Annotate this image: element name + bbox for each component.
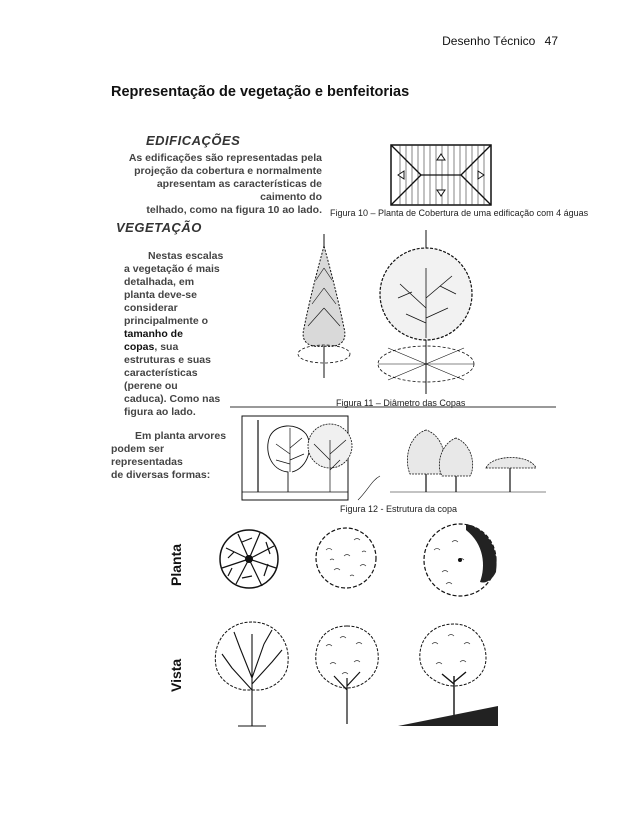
edificacoes-line: telhado, como na figura 10 ao lado.	[146, 204, 322, 216]
vegetacao-bold-line: tamanho de	[124, 328, 183, 340]
tree-plan-shaded	[420, 520, 500, 600]
fig10-caption: Figura 10 – Planta de Cobertura de uma edificação com 4 águas	[330, 208, 589, 218]
edificacoes-heading: EDIFICAÇÕES	[146, 133, 241, 148]
vegetacao-line-mixed	[124, 341, 234, 354]
em-planta-text	[111, 430, 231, 482]
em-planta-line: Em planta arvores	[135, 430, 227, 442]
header-text: Desenho Técnico	[442, 34, 536, 48]
vegetacao-line: detalhada, em	[124, 276, 195, 288]
edificacoes-line: As edificações são representadas pela	[128, 152, 322, 164]
roof-plan-figure	[390, 144, 492, 206]
fig12-caption: Figura 12 - Estrutura da copa	[340, 504, 458, 514]
edificacoes-line: projeção da cobertura e normalmente	[134, 165, 322, 177]
vegetacao-line: considerar	[124, 302, 178, 314]
vegetacao-line: planta deve-se	[124, 289, 197, 301]
em-planta-line: podem ser representadas	[111, 443, 183, 468]
edificacoes-line: apresentam as características de caimento do	[156, 178, 322, 203]
vista-label: Vista	[168, 658, 184, 692]
edificacoes-text	[112, 152, 322, 217]
vegetacao-line: figura ao lado.	[124, 406, 196, 418]
separator-line	[230, 406, 556, 408]
fig11-caption: Figura 11 – Diâmetro das Copas	[336, 398, 466, 408]
vegetacao-heading: VEGETAÇÃO	[116, 220, 202, 235]
tree-view-textured	[310, 622, 384, 728]
canopy-structure-figure	[240, 410, 550, 502]
vegetacao-line: a vegetação é mais	[124, 263, 220, 275]
tree-view-shaded	[396, 618, 500, 730]
page-header	[436, 34, 558, 48]
em-planta-line: de diversas formas:	[111, 469, 211, 481]
vegetacao-line: Nestas escalas	[148, 250, 224, 262]
vegetacao-line: caduca). Como nas	[124, 393, 221, 405]
vegetacao-text	[124, 250, 234, 419]
tree-view-branches	[210, 618, 294, 730]
vegetacao-bold-word: copas	[124, 341, 155, 353]
canopy-diameter-figure	[288, 228, 480, 396]
tree-plan-textured	[314, 526, 378, 590]
planta-label: Planta	[168, 543, 184, 586]
page-number: 47	[544, 34, 558, 48]
vegetacao-line: características	[124, 367, 198, 379]
vegetacao-line: principalmente o	[124, 315, 209, 327]
page-title: Representação de vegetação e benfeitorias	[111, 84, 410, 100]
vegetacao-line: estruturas e suas	[124, 354, 211, 366]
vegetacao-line: (perene ou	[124, 380, 178, 392]
vegetacao-after-bold: , sua	[154, 341, 179, 353]
tree-plan-branches	[218, 528, 280, 590]
